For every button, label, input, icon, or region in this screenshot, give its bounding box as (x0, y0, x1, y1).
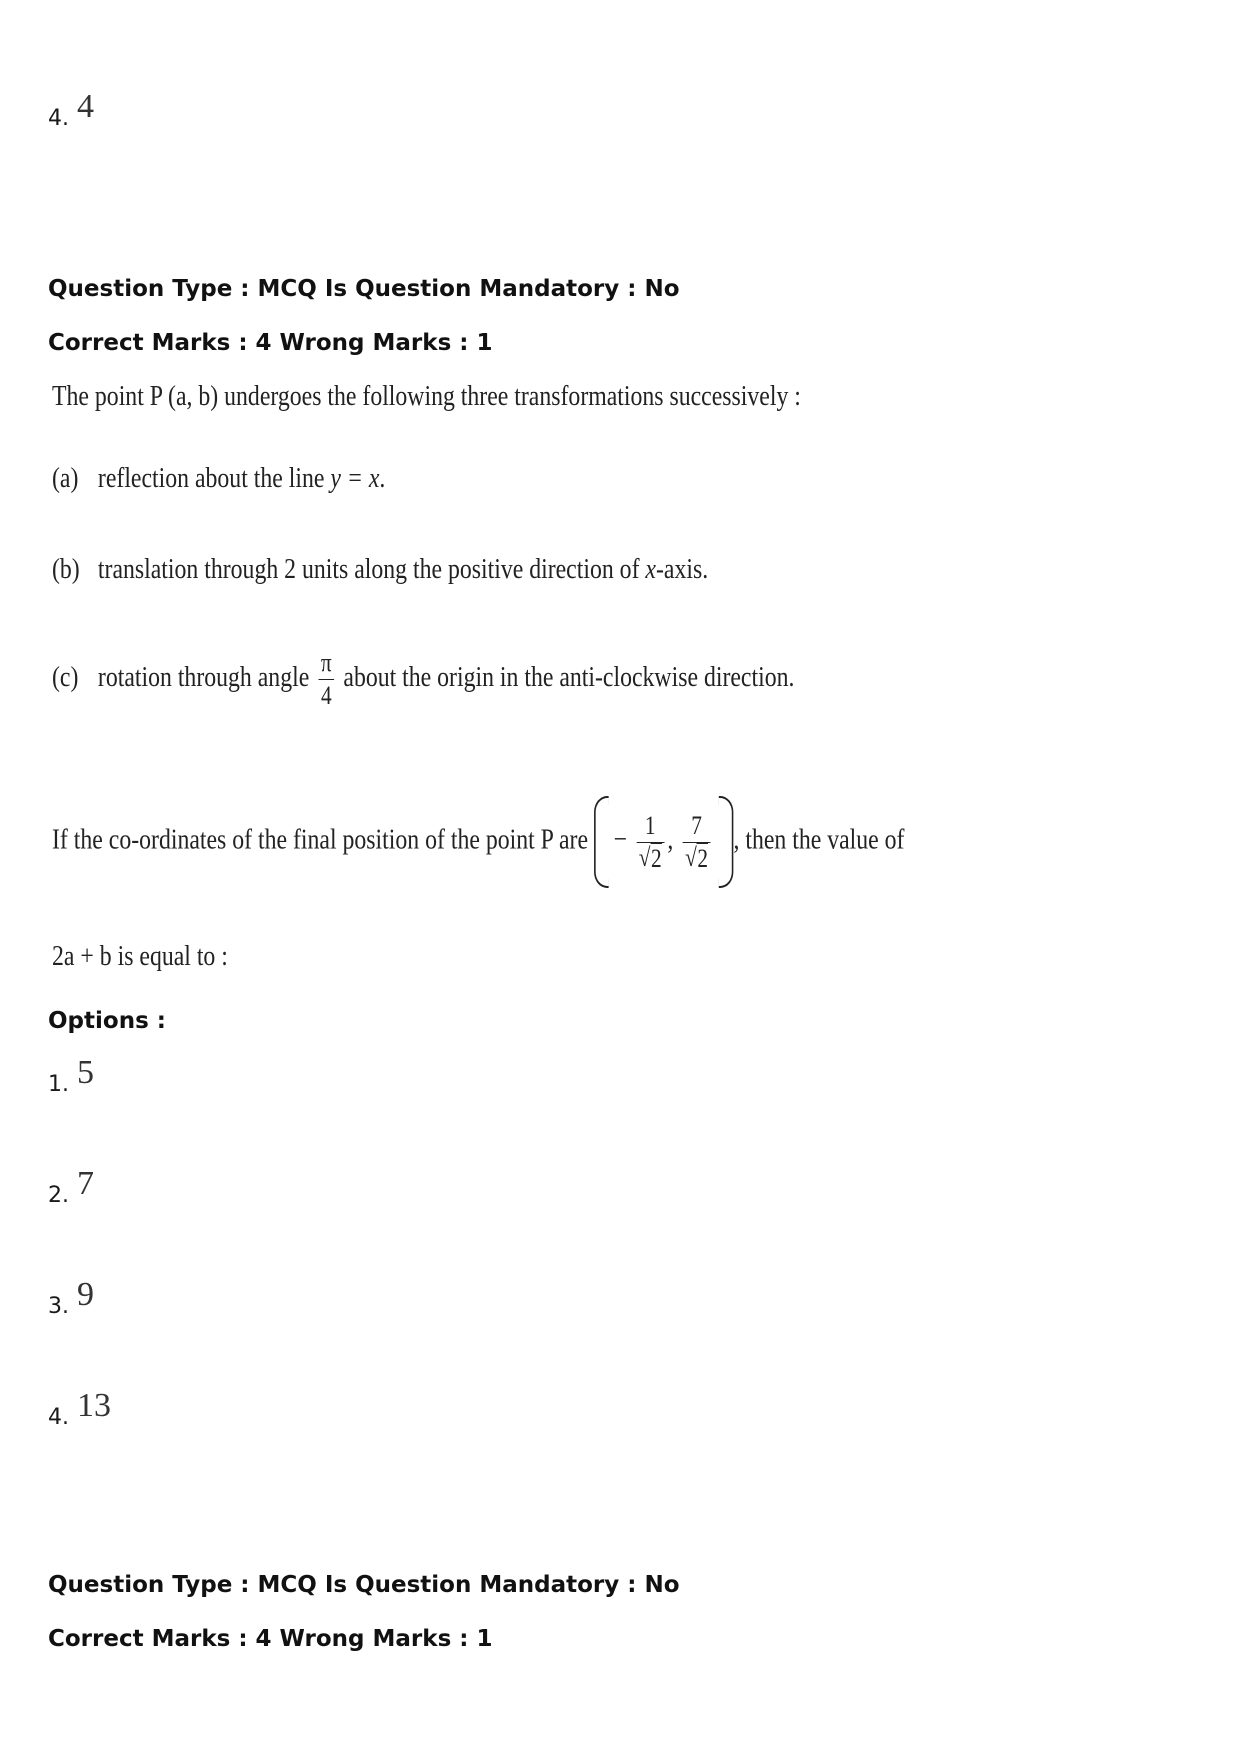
option-value: 5 (77, 1054, 94, 1091)
item-label: (a) (52, 462, 79, 494)
coord-sign: − (613, 823, 628, 856)
right-paren (719, 796, 734, 888)
option-1[interactable] (48, 1054, 94, 1100)
item-text: rotation through angle (97, 661, 310, 694)
marks-line: Correct Marks : 4 Wrong Marks : 1 (48, 330, 493, 356)
item-text-end: . (379, 462, 386, 494)
option-value: 4 (77, 88, 94, 125)
fraction-numerator: 7 (691, 810, 702, 840)
options-label: Options : (48, 1008, 166, 1034)
fraction-denominator: 4 (319, 679, 335, 709)
fraction-denominator (683, 842, 711, 872)
item-label: (c) (52, 661, 79, 694)
item-text-end: -axis. (655, 553, 709, 585)
question-ask: 2a + b is equal to : (52, 940, 228, 972)
option-number: 4. (48, 106, 69, 131)
transformation-b (52, 553, 708, 586)
coord-y-fraction (683, 810, 711, 873)
option-number: 1. (48, 1072, 69, 1097)
option-number: 4. (48, 1405, 69, 1430)
fraction-denominator (636, 842, 664, 872)
item-text-end: about the origin in the anti-clockwise direction. (343, 661, 795, 694)
sqrt-symbol (639, 843, 662, 873)
fraction-numerator: 1 (644, 810, 656, 840)
option-3[interactable] (48, 1276, 94, 1322)
radicand: 2 (697, 843, 709, 873)
prev-option-4 (48, 88, 94, 134)
angle-fraction (318, 650, 334, 709)
option-value: 7 (77, 1165, 94, 1202)
item-math: x (645, 553, 656, 585)
option-4[interactable] (48, 1387, 111, 1433)
fraction-numerator: π (320, 648, 332, 677)
final-text: If the co-ordinates of the final position of the point P are (52, 823, 589, 856)
option-2[interactable] (48, 1165, 94, 1211)
transformation-c (52, 650, 794, 709)
next-question-type-line: Question Type : MCQ Is Question Mandatory : No (48, 1572, 680, 1598)
question-type-line: Question Type : MCQ Is Question Mandatory : No (48, 276, 680, 302)
item-text: reflection about the line (97, 462, 331, 494)
question-intro: The point P (a, b) undergoes the following three transformations successively : (52, 380, 801, 412)
item-label: (b) (52, 553, 80, 585)
next-marks-line: Correct Marks : 4 Wrong Marks : 1 (48, 1626, 493, 1652)
transformation-a (52, 462, 385, 495)
final-position-line (52, 796, 904, 888)
item-math: y = x (330, 462, 380, 494)
option-number: 3. (48, 1294, 69, 1319)
item-text: translation through 2 units along the positive direction of (97, 553, 646, 585)
left-paren (594, 796, 609, 888)
final-text-end: , then the value of (733, 823, 905, 856)
radicand: 2 (651, 843, 662, 873)
option-value: 13 (77, 1387, 111, 1424)
coord-x-fraction (636, 810, 664, 873)
coord-separator: , (667, 823, 674, 856)
sqrt-symbol (685, 843, 709, 873)
option-number: 2. (48, 1183, 69, 1208)
option-value: 9 (77, 1276, 94, 1313)
